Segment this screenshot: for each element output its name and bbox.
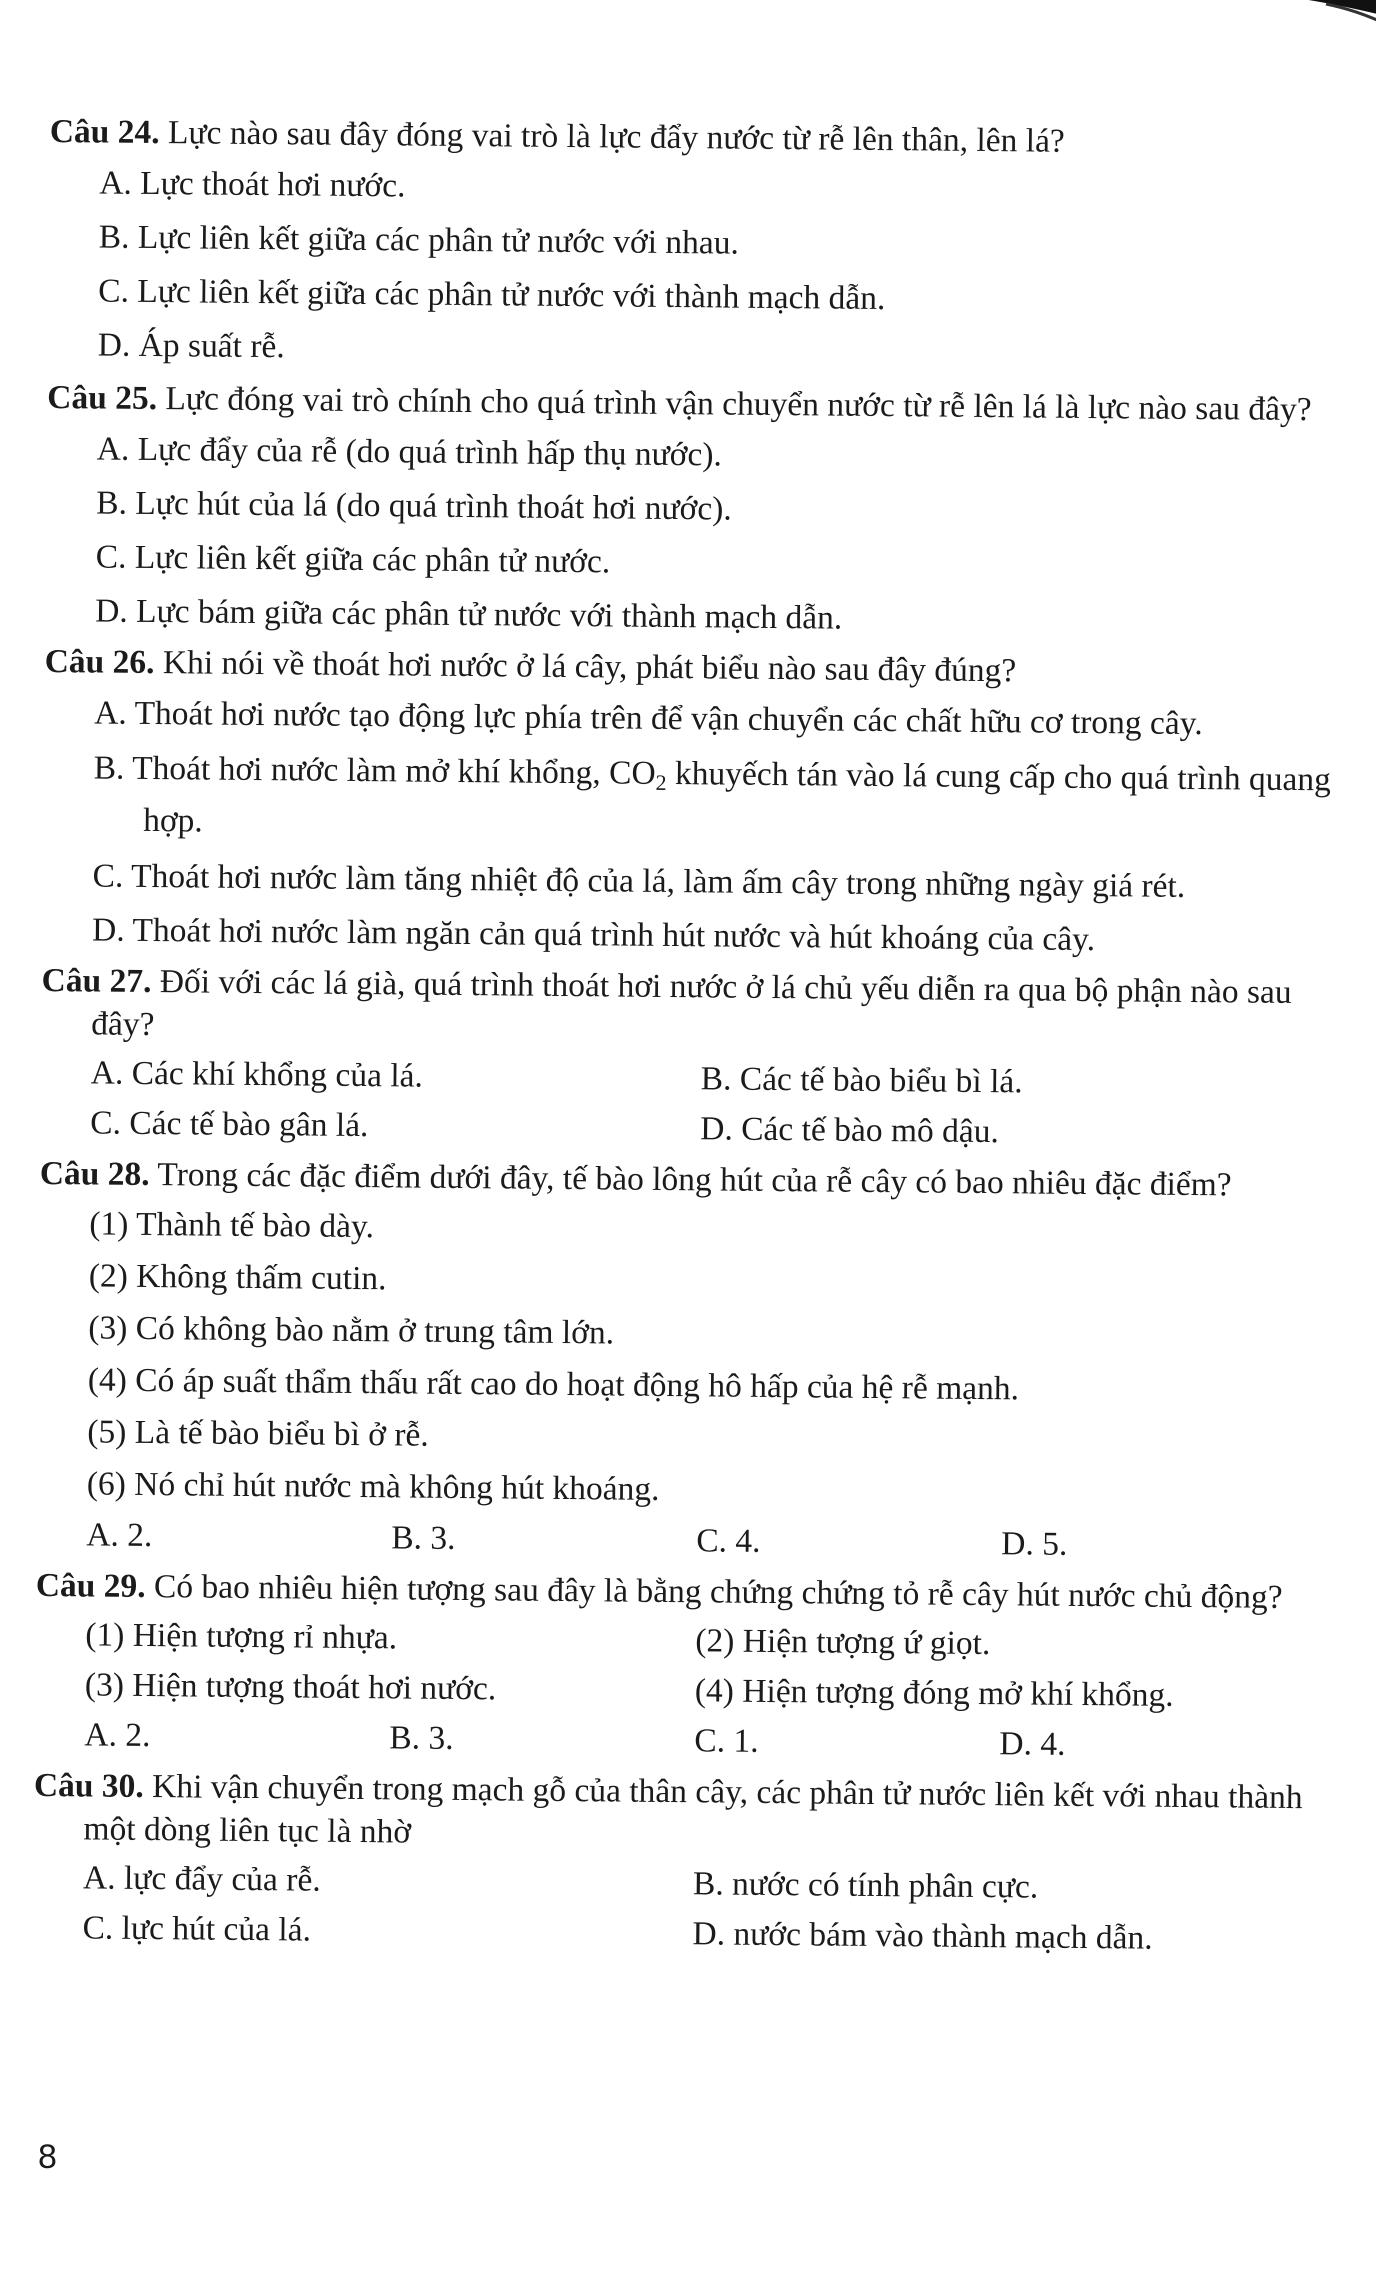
- option-a: A. 2.: [86, 1516, 153, 1555]
- option-b-text: B. Thoát hơi nước làm mở khí khổng, CO: [93, 749, 656, 792]
- option-c: C. 1.: [694, 1722, 759, 1760]
- option-a: A. Thoát hơi nước tạo động lực phía trên để vận chuyển các chất hữu cơ trong cây.: [94, 694, 1203, 743]
- question-29: [34, 1564, 1346, 1773]
- question-25: [45, 376, 1357, 651]
- statement-item: (3) Hiện tượng thoát hơi nước.: [84, 1666, 497, 1708]
- question-list: [32, 110, 1360, 1965]
- option-c: C. Lực liên kết giữa các phân tử nước.: [95, 538, 611, 581]
- question-number: Câu 26.: [44, 642, 155, 682]
- statement-item: (4) Có áp suất thẩm thấu rất cao do hoạt động hô hấp của hệ rễ mạnh.: [87, 1361, 1020, 1408]
- statement-item: (2) Không thấm cutin.: [88, 1257, 387, 1298]
- option-b: B. nước có tính phân cực.: [692, 1865, 1039, 1906]
- option-b: B. 3.: [391, 1519, 456, 1557]
- option-d: D. 5.: [1001, 1525, 1068, 1563]
- option-d: D. Thoát hơi nước làm ngăn cản quá trình hút nước và hút khoáng của cây.: [91, 911, 1096, 959]
- statement-item: (5) Là tế bào biểu bì ở rễ.: [87, 1413, 429, 1454]
- question-text: Lực đóng vai trò chính cho quá trình vận chuyển nước từ rễ lên lá là lực nào sau đây?: [165, 380, 1312, 429]
- question-number: Câu 29.: [35, 1566, 146, 1605]
- option-a: A. lực đẩy của rễ.: [82, 1859, 321, 1899]
- option-b: B. Lực liên kết giữa các phân tử nước với nhau.: [98, 218, 740, 262]
- question-stem: [41, 959, 1352, 1058]
- option-b: B. 3.: [389, 1719, 454, 1757]
- statement-item: (6) Nó chỉ hút nước mà không hút khoáng.: [86, 1465, 660, 1508]
- option-d: D. Các tế bào mô dậu.: [700, 1110, 1000, 1151]
- statement-item: (4) Hiện tượng đóng mở khí khổng.: [694, 1672, 1174, 1714]
- option-a: A. Các khí khổng của lá.: [90, 1054, 424, 1095]
- statement-item: (1) Hiện tượng rỉ nhựa.: [85, 1616, 398, 1657]
- question-24: [47, 110, 1359, 385]
- question-text: Có bao nhiêu hiện tượng sau đây là bằng chứng chứng tỏ rễ cây hút nước chủ động?: [153, 1568, 1283, 1616]
- option-d: D. nước bám vào thành mạch dẫn.: [692, 1915, 1153, 1957]
- option-a: A. Lực đẩy của rễ (do quá trình hấp thụ nước).: [96, 430, 723, 474]
- co2-subscript: 2: [655, 769, 667, 795]
- question-30: [32, 1764, 1344, 1966]
- question-number: Câu 25.: [47, 378, 158, 418]
- option-b-text-cont: khuyếch tán vào lá cung cấp cho quá trình quang hợp.: [143, 754, 1332, 840]
- question-text: Khi nói về thoát hơi nước ở lá cây, phát biểu nào sau đây đúng?: [162, 644, 1017, 690]
- option-b: B. Các tế bào biểu bì lá.: [700, 1060, 1023, 1101]
- page-corner-mark: [1296, 0, 1376, 28]
- question-number: Câu 30.: [33, 1766, 144, 1805]
- option-d: D. Áp suất rễ.: [97, 326, 285, 366]
- question-28: [36, 1152, 1350, 1573]
- option-c: C. Lực liên kết giữa các phân tử nước với thành mạch dẫn.: [98, 272, 886, 318]
- page-number: 8: [38, 2138, 57, 2176]
- option-c: C. Các tế bào gân lá.: [90, 1104, 369, 1145]
- question-number: Câu 28.: [39, 1154, 150, 1194]
- question-text: Trong các đặc điểm dưới đây, tế bào lông hút của rễ cây có bao nhiêu đặc điểm?: [157, 1156, 1232, 1204]
- question-26: [42, 640, 1355, 970]
- option-a: A. Lực thoát hơi nước.: [99, 164, 406, 205]
- question-text: Đối với các lá già, quá trình thoát hơi nước ở lá chủ yếu diễn ra qua bộ phận nào sau đây?: [91, 963, 1292, 1044]
- option-b: B. Lực hút của lá (do quá trình thoát hơi nước).: [96, 484, 732, 528]
- option-c: C. Thoát hơi nước làm tăng nhiệt độ của lá, làm ấm cây trong những ngày giá rét.: [92, 857, 1186, 905]
- question-number: Câu 24.: [49, 112, 160, 152]
- statement-item: (2) Hiện tượng ứ giọt.: [695, 1622, 991, 1663]
- question-27: [40, 959, 1352, 1161]
- question-text: Khi vận chuyển trong mạch gỗ của thân cây, các phân tử nước liên kết với nhau thành một dòng liên tục là nhờ: [83, 1768, 1303, 1851]
- option-c: C. lực hút của lá.: [82, 1909, 312, 1949]
- statement-item: (1) Thành tế bào dày.: [89, 1205, 375, 1246]
- option-b: [43, 746, 1354, 854]
- option-a: A. 2.: [84, 1716, 151, 1755]
- option-d: D. 4.: [999, 1725, 1066, 1763]
- option-c: C. 4.: [696, 1522, 761, 1560]
- option-d: D. Lực bám giữa các phân tử nước với thành mạch dẫn.: [95, 592, 843, 637]
- statement-item: (3) Có không bào nằm ở trung tâm lớn.: [88, 1309, 615, 1352]
- question-stem: [33, 1764, 1344, 1863]
- question-text: Lực nào sau đây đóng vai trò là lực đẩy nước từ rễ lên thân, lên lá?: [167, 114, 1065, 160]
- question-number: Câu 27.: [41, 961, 152, 1001]
